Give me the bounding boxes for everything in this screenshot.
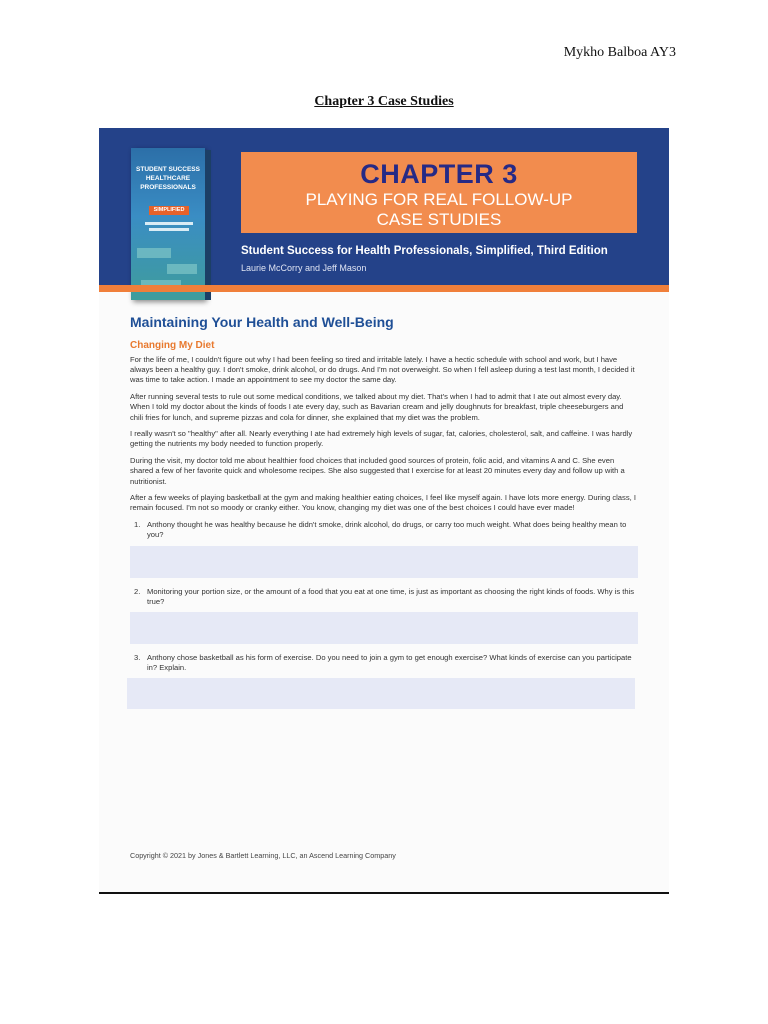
question-2: [130, 587, 638, 607]
book-cover-image: [131, 148, 205, 300]
story-paragraph: During the visit, my doctor told me about healthier food choices that included good sources of protein, folic acid, and vitamins A and C. She even shared a few of her favorite quick and wholesome recipes. She also suggested that I exercise for at least 20 minutes every day and follow up with a nutritionist.: [130, 456, 625, 486]
story-paragraph: For the life of me, I couldn't figure out why I had been feeling so tired and irritable lately. I have a hectic schedule with school and work, but I have always been a healthy guy. I don't smoke, drink alcohol, or do drugs. And I'm not overweight. So when I fell asleep during a test last month, I decided it was time to take action. I made an appointment to see my doctor the same day.: [130, 355, 635, 385]
case-study-heading: Changing My Diet: [130, 340, 215, 351]
copyright-notice: Copyright © 2021 by Jones & Bartlett Learning, LLC, an Ascend Learning Company: [130, 851, 396, 860]
cover-tag: SIMPLIFIED: [149, 206, 189, 215]
question-number: 2.: [134, 586, 141, 596]
cover-subtext-2: [149, 228, 189, 231]
story-paragraph: After a few weeks of playing basketball at the gym and making healthier eating choices, I feel like myself again. I have lots more energy. During class, I remain focused. I'm not so moody or cranky either. You know, changing my diet was one of the best choices I could have ever made!: [130, 493, 636, 513]
section-heading: Maintaining Your Health and Well-Being: [130, 314, 394, 330]
question-number: 1.: [134, 520, 141, 530]
answer-field-1[interactable]: [130, 546, 638, 578]
answer-field-3[interactable]: [127, 678, 635, 709]
cover-arrow-shape: [167, 264, 197, 274]
worksheet-page: [99, 128, 669, 892]
banner-accent-stripe: [99, 285, 669, 292]
case-study-content: [130, 314, 638, 718]
question-text: Anthony chose basketball as his form of exercise. Do you need to join a gym to get enough exercise? What kinds of exercise can you participate in? Explain.: [147, 652, 632, 673]
question-number: 3.: [134, 652, 141, 662]
book-spine: [205, 150, 211, 300]
story-paragraph: After running several tests to rule out some medical conditions, we talked about my diet. That's when I had to admit that I ate out almost every day. When I told my doctor about the kinds of foods I ate every day, such as Bavarian cream and jelly doughnuts for breakfast, triple cheeseburgers and chili fries for lunch, and supreme pizzas and cola for dinner, she explained that my diet was the problem.: [130, 392, 624, 422]
story-paragraph: I really wasn't so "healthy" after all. Nearly everything I ate had extremely high levels of sugar, fat, calories, cholesterol, salt, and caffeine. I was hardly getting the nutrients my body needed to function properly.: [130, 429, 633, 449]
author-name: Mykho Balboa AY3: [563, 45, 676, 60]
chapter-banner: [99, 128, 669, 286]
cover-title-line-1: STUDENT SUCCESS: [136, 166, 200, 173]
chapter-title-box: [241, 152, 637, 233]
question-text: Anthony thought he was healthy because he didn't smoke, drink alcohol, do drugs, or carry too much weight. What does being healthy mean to you?: [147, 520, 627, 540]
page-divider: [99, 892, 669, 894]
answer-field-2[interactable]: [130, 612, 638, 644]
cover-title-line-2: HEALTHCARE: [145, 175, 191, 182]
book-authors: Laurie McCorry and Jeff Mason: [241, 263, 367, 273]
chapter-number: CHAPTER 3: [360, 159, 518, 189]
cover-arrow-shape: [137, 248, 171, 258]
cover-subtext: [145, 222, 193, 225]
chapter-subtitle-line-2: CASE STUDIES: [376, 210, 502, 229]
chapter-subtitle-line-1: PLAYING FOR REAL FOLLOW-UP: [305, 190, 573, 209]
question-3: [130, 653, 638, 673]
book-title: Student Success for Health Professionals, Simplified, Third Edition: [241, 245, 608, 257]
question-1: [130, 520, 638, 540]
cover-title-line-3: PROFESSIONALS: [140, 184, 196, 191]
document-title: Chapter 3 Case Studies: [314, 94, 454, 109]
question-text: Monitoring your portion size, or the amount of a food that you eat at one time, is just as important as choosing the right kinds of foods. Why is this true?: [147, 586, 635, 606]
